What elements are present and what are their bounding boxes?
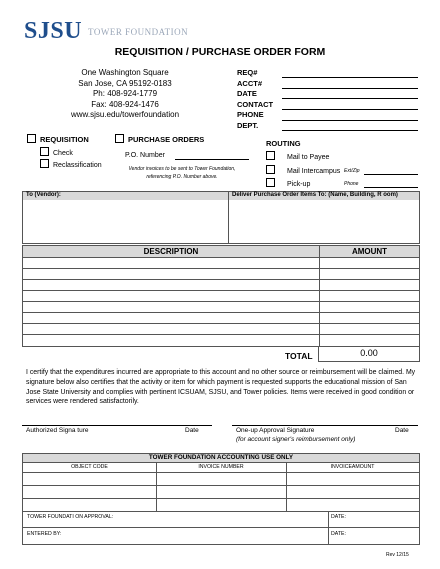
address-block (40, 68, 210, 121)
po-number-field[interactable] (175, 159, 249, 160)
req-field[interactable] (282, 77, 418, 78)
approval-date-label: DATE: (331, 514, 346, 520)
reclass-option[interactable] (40, 159, 102, 169)
vendor-box (22, 191, 420, 244)
routing-phone-label: Phone (344, 181, 359, 187)
amount-header: AMOUNT (351, 247, 388, 256)
revision-label: Rev 12/15 (386, 552, 409, 558)
check-label: Check (53, 150, 73, 157)
address-web: www.sjsu.edu/towerfoundation (70, 110, 180, 119)
logo-subtitle: TOWER FOUNDATION (88, 27, 189, 37)
routing-phone-field[interactable] (364, 187, 418, 188)
items-table (22, 245, 420, 347)
oneup-signature-label: One-up Approval Signature (236, 427, 315, 434)
address-phone: Ph: 408-924-1779 (92, 89, 158, 98)
mail-intercampus-option[interactable] (266, 165, 340, 175)
oneup-signature-field[interactable] (232, 425, 418, 426)
authorized-signature-field[interactable] (22, 425, 212, 426)
invoice-amount-header: INVOICEAMOUNT (330, 464, 375, 470)
reclass-label: Reclassification (53, 162, 102, 169)
to-vendor-label: To (Vendor): (26, 192, 61, 198)
accounting-row[interactable] (23, 472, 419, 486)
header-fields (237, 68, 273, 132)
deliver-to-field[interactable] (230, 201, 418, 242)
vendor-note-1: Vendor invoices to be sent to Tower Foundation, (128, 166, 236, 172)
po-checkbox[interactable] (115, 134, 124, 143)
po-number-label: P.O. Number (125, 152, 165, 159)
entered-by-label: ENTERED BY: (27, 531, 62, 537)
accounting-row[interactable] (23, 485, 419, 499)
requisition-option[interactable] (27, 134, 89, 144)
description-header: DESCRIPTION (143, 247, 199, 256)
requisition-checkbox[interactable] (27, 134, 36, 143)
certification-text: I certify that the expenditures incurred are appropriate to this account and no other source or reimbursement will be claimed. My signature below also certifies that the activity or item for which payment is requested supports the educational mission of San Jose State University and complies with pertinent ICSUAM, SJSU, and Tower policies. Items were received in good condition or services were rendered satisfactorily. (26, 369, 416, 406)
mail-payee-label: Mail to Payee (287, 154, 330, 161)
mail-payee-checkbox[interactable] (266, 151, 275, 160)
vendor-note-2: referencing P.O. Number above. (146, 174, 218, 180)
field-contact-label: CONTACT (237, 99, 274, 109)
accounting-title: TOWER FOUNDATION ACCOUNTING USE ONLY (148, 454, 294, 461)
ext-zip-label: Ext/Zip (344, 168, 360, 174)
ext-zip-field[interactable] (364, 174, 418, 175)
reclass-checkbox[interactable] (40, 159, 49, 168)
field-acct-label: ACCT# (237, 78, 263, 88)
date-label-2: Date (395, 427, 409, 434)
vendor-field[interactable] (24, 201, 227, 242)
phone-field[interactable] (282, 120, 418, 121)
total-box[interactable] (318, 346, 420, 362)
invoice-number-header: INVOICE NUMBER (198, 464, 244, 470)
entered-date-label: DATE: (331, 531, 346, 537)
field-req-label: REQ# (237, 68, 258, 77)
field-phone-label: PHONE (237, 110, 264, 120)
po-label: PURCHASE ORDERS (128, 135, 205, 144)
mail-intercampus-label: Mail Intercampus (287, 168, 341, 175)
contact-field[interactable] (282, 109, 418, 110)
requisition-label: REQUISITION (40, 135, 89, 144)
oneup-note: (for account signer's reimbursement only) (236, 436, 356, 443)
check-option[interactable] (40, 147, 73, 157)
check-checkbox[interactable] (40, 147, 49, 156)
deliver-to-label: Deliver Purchase Order Items To: (Name, Building, R oom) (232, 192, 398, 198)
total-value: 0.00 (360, 348, 378, 358)
date-field[interactable] (282, 98, 418, 99)
po-option[interactable] (115, 134, 204, 144)
form-title: REQUISITION / PURCHASE ORDER FORM (114, 46, 326, 58)
pickup-label: Pick-up (287, 181, 311, 188)
acct-field[interactable] (282, 88, 418, 89)
pickup-checkbox[interactable] (266, 178, 275, 187)
total-label: TOTAL (285, 351, 313, 361)
mail-payee-option[interactable] (266, 151, 329, 161)
address-line1: One Washington Square (81, 68, 169, 77)
mail-intercampus-checkbox[interactable] (266, 165, 275, 174)
approval-label: TOWER FOUNDATI ON APPROVAL: (27, 514, 114, 520)
authorized-signature-label: Authorized Signa ture (26, 427, 89, 434)
dept-field[interactable] (282, 130, 418, 131)
address-fax: Fax: 408-924-1476 (91, 99, 159, 109)
sjsu-logo: SJSU (24, 18, 83, 44)
pickup-option[interactable] (266, 178, 310, 188)
date-label-1: Date (185, 427, 199, 434)
object-code-header: OBJECT CODE (71, 464, 108, 470)
routing-title: ROUTING (266, 139, 301, 148)
address-line2: San Jose, CA 95192-0183 (78, 78, 172, 88)
accounting-row[interactable] (23, 498, 419, 512)
accounting-box (22, 453, 420, 545)
field-dept-label: DEPT. (237, 120, 259, 130)
field-date-label: DATE (237, 89, 257, 99)
